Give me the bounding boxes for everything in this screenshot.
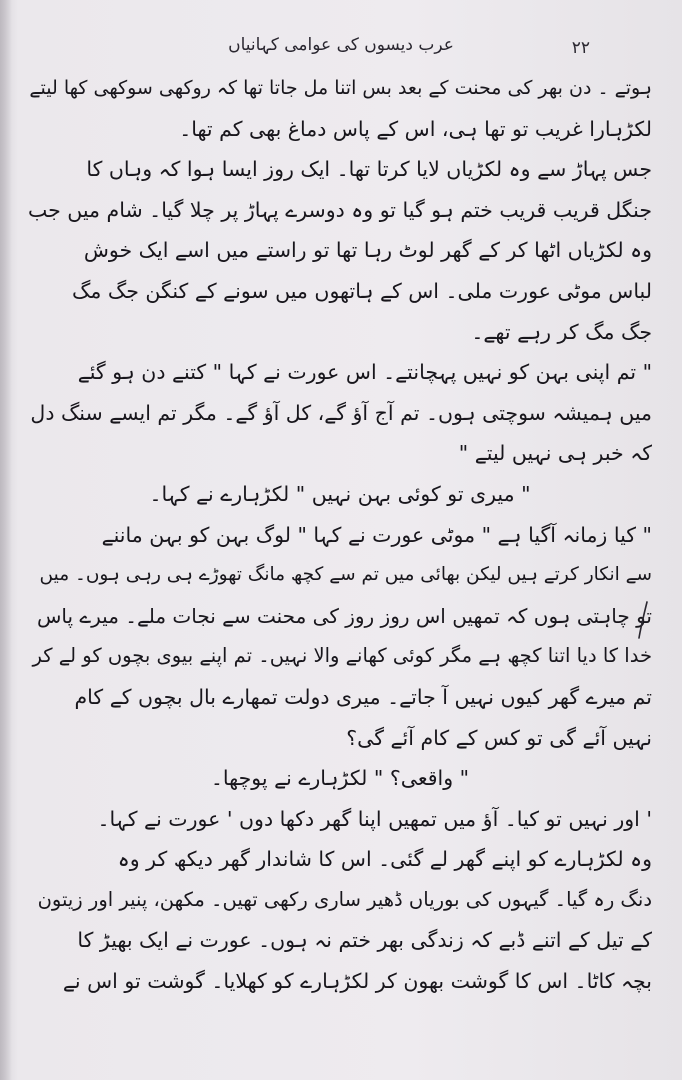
text-line: کے تیل کے اتنے ڈبے کہ زندگی بھر ختم نہ ہوں۔ عورت نے ایک بھیڑ کا (77, 928, 652, 953)
text-line: تم میرے گھر کیوں نہیں آ جاتے۔ میری دولت تمھارے بال بچوں کے کام (74, 684, 652, 709)
page-spine-shadow (0, 0, 12, 1080)
text-line: تو چاہتی ہوں کہ تمھیں اس روز روز کی محنت سے نجات ملے۔ میرے پاس (37, 603, 652, 628)
text-line: جنگل قریب قریب ختم ہو گیا تو وہ دوسرے پہاڑ پر چلا گیا۔ شام میں جب (28, 197, 652, 222)
text-line: جس پہاڑ سے وہ لکڑیاں لایا کرتا تھا۔ ایک روز ایسا ہوا کہ وہاں کا (86, 157, 652, 182)
page-header (40, 30, 642, 66)
text-line: میں ہمیشہ سوچتی ہوں۔ تم آج آؤ گے، کل آؤ گے۔ مگر تم ایسے سنگ دل (30, 400, 652, 425)
text-line: وہ لکڑہارے کو اپنے گھر لے گئی۔ اس کا شاندار گھر دیکھ کر وہ (117, 847, 652, 872)
text-line: سے انکار کرتے ہیں لیکن بھائی میں تم سے کچھ مانگ تھوڑے ہی رہی ہوں۔ میں (39, 564, 652, 586)
text-line: " میری تو کوئی بہن نہیں " لکڑہارے نے کہا۔ (149, 481, 531, 506)
story-text (28, 68, 652, 1002)
margin-pencil-mark (636, 600, 650, 640)
text-line: جگ مگ کر رہے تھے۔ (471, 319, 652, 344)
text-line: دنگ رہ گیا۔ گیہوں کی بوریاں ڈھیر ساری رکھی تھیں۔ مکھن، پنیر اور زیتون (37, 887, 652, 911)
text-line: کہ خبر ہی نہیں لیتے " (458, 441, 652, 466)
text-line: ہوتے ۔ دن بھر کی محنت کے بعد بس اتنا مل جاتا تھا کہ روکھی سوکھی کھا لیتے (29, 77, 652, 99)
text-line: لباس موٹی عورت ملی۔ اس کے ہاتھوں میں سونے کے کنگن جگ مگ (72, 278, 652, 303)
page-number: ۲۲ (571, 38, 590, 58)
text-line: بچہ کاٹا۔ اس کا گوشت بھون کر لکڑہارے کو کھلایا۔ گوشت تو اس نے (62, 969, 652, 994)
text-line: " کیا زمانہ آگیا ہے " موٹی عورت نے کہا " لوگ بہن کو بہن ماننے (101, 522, 652, 547)
text-line: نہیں آئے گی تو کس کے کام آئے گی؟ (346, 725, 652, 750)
text-line: لکڑہارا غریب تو تھا ہی، اس کے پاس دماغ بھی کم تھا۔ (179, 116, 652, 141)
text-line: " تم اپنی بہن کو نہیں پہچانتے۔ اس عورت نے کہا " کتنے دن ہو گئے (77, 360, 652, 385)
running-title: عرب دیسوں کی عوامی کہانیاں (228, 35, 454, 55)
text-line: " واقعی؟ " لکڑہارے نے پوچھا۔ (210, 766, 470, 791)
text-line: خدا کا دیا اتنا کچھ ہے مگر کوئی کھانے والا نہیں۔ تم اپنے بیوی بچوں کو لے کر (32, 644, 652, 668)
text-line: وہ لکڑیاں اٹھا کر کے گھر لوٹ رہا تھا تو راستے میں اسے ایک خوش (83, 238, 652, 263)
text-line: ' اور نہیں تو کیا۔ آؤ میں تمھیں اپنا گھر دکھا دوں ' عورت نے کہا۔ (97, 806, 652, 831)
